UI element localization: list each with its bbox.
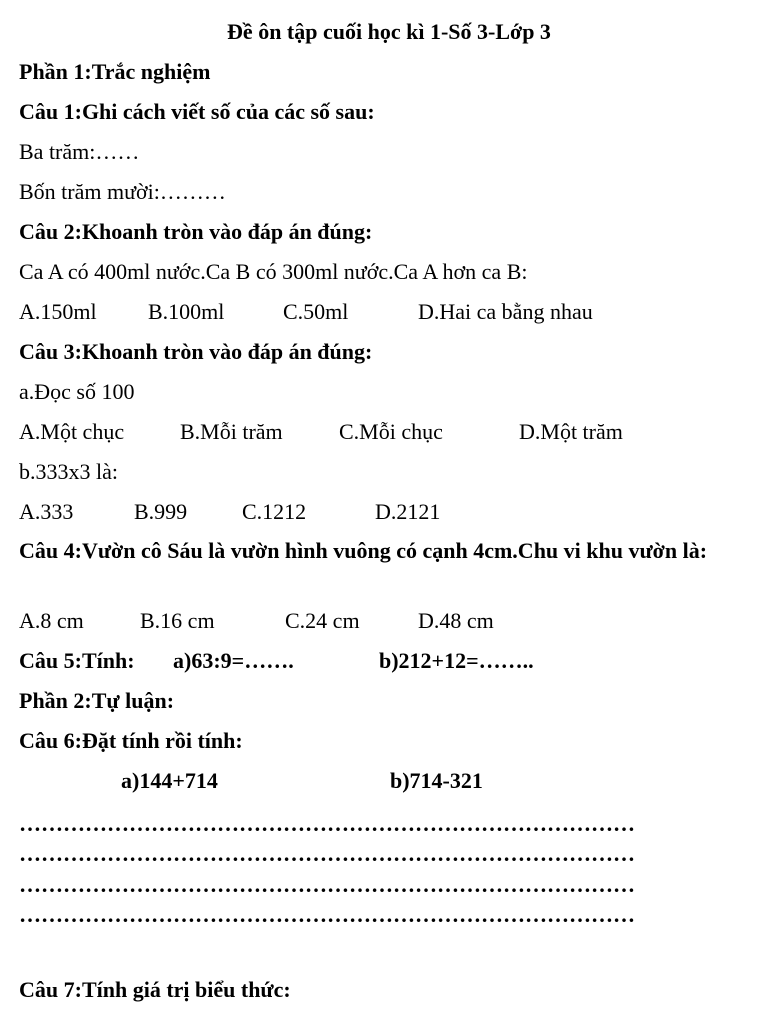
q6-heading: Câu 6:Đặt tính rồi tính: — [19, 728, 243, 753]
q2-heading: Câu 2:Khoanh tròn vào đáp án đúng: — [19, 219, 373, 244]
q2-option-a: A.150ml — [19, 299, 97, 324]
q2-text: Ca A có 400ml nước.Ca B có 300ml nước.Ca A hơn ca B: — [19, 259, 528, 284]
q3-b-text: b.333x3 là: — [19, 459, 118, 484]
q4-option-b: B.16 cm — [140, 608, 215, 633]
q4-option-d: D.48 cm — [418, 608, 494, 633]
q1-item-b: Bốn trăm mười:……… — [19, 179, 226, 204]
q3-a-option-a: A.Một chục — [19, 419, 125, 444]
q5-label: Câu 5:Tính: — [19, 648, 135, 673]
q3-a-option-d: D.Một trăm — [519, 419, 623, 444]
q3-b-option-d: D.2121 — [375, 499, 441, 524]
q6-problem-b: b)714-321 — [390, 768, 483, 793]
q7-heading: Câu 7:Tính giá trị biểu thức: — [19, 977, 291, 1002]
q3-a-text: a.Đọc số 100 — [19, 379, 135, 404]
q5-item-a: a)63:9=……. — [173, 648, 294, 673]
q1-item-a: Ba trăm:…… — [19, 139, 140, 164]
q5-item-b: b)212+12=…….. — [379, 648, 534, 673]
q3-a-option-b: B.Mỗi trăm — [180, 419, 283, 444]
q2-option-b: B.100ml — [148, 299, 225, 324]
answer-dot-line: ………………………………………………………………………… — [19, 811, 635, 836]
q3-b-option-a: A.333 — [19, 499, 74, 524]
page-title: Đề ôn tập cuối học kì 1-Số 3-Lớp 3 — [227, 19, 551, 44]
q4-option-c: C.24 cm — [285, 608, 360, 633]
q4-option-a: A.8 cm — [19, 608, 84, 633]
q3-heading: Câu 3:Khoanh tròn vào đáp án đúng: — [19, 339, 373, 364]
part2-heading: Phần 2:Tự luận: — [19, 688, 175, 713]
answer-dot-line: ………………………………………………………………………… — [19, 841, 635, 866]
q2-option-c: C.50ml — [283, 299, 349, 324]
q3-b-option-c: C.1212 — [242, 499, 307, 524]
q4-heading: Câu 4:Vườn cô Sáu là vườn hình vuông có cạnh 4cm.Chu vi khu vườn là: — [19, 538, 708, 563]
q6-problem-a: a)144+714 — [121, 768, 218, 793]
part1-heading: Phần 1:Trắc nghiệm — [19, 59, 211, 84]
q1-heading: Câu 1:Ghi cách viết số của các số sau: — [19, 99, 375, 124]
answer-dot-line: ………………………………………………………………………… — [19, 872, 635, 897]
q2-option-d: D.Hai ca bằng nhau — [418, 299, 593, 324]
q3-b-option-b: B.999 — [134, 499, 188, 524]
answer-dot-line: ………………………………………………………………………… — [19, 902, 635, 927]
q3-a-option-c: C.Mỗi chục — [339, 419, 443, 444]
